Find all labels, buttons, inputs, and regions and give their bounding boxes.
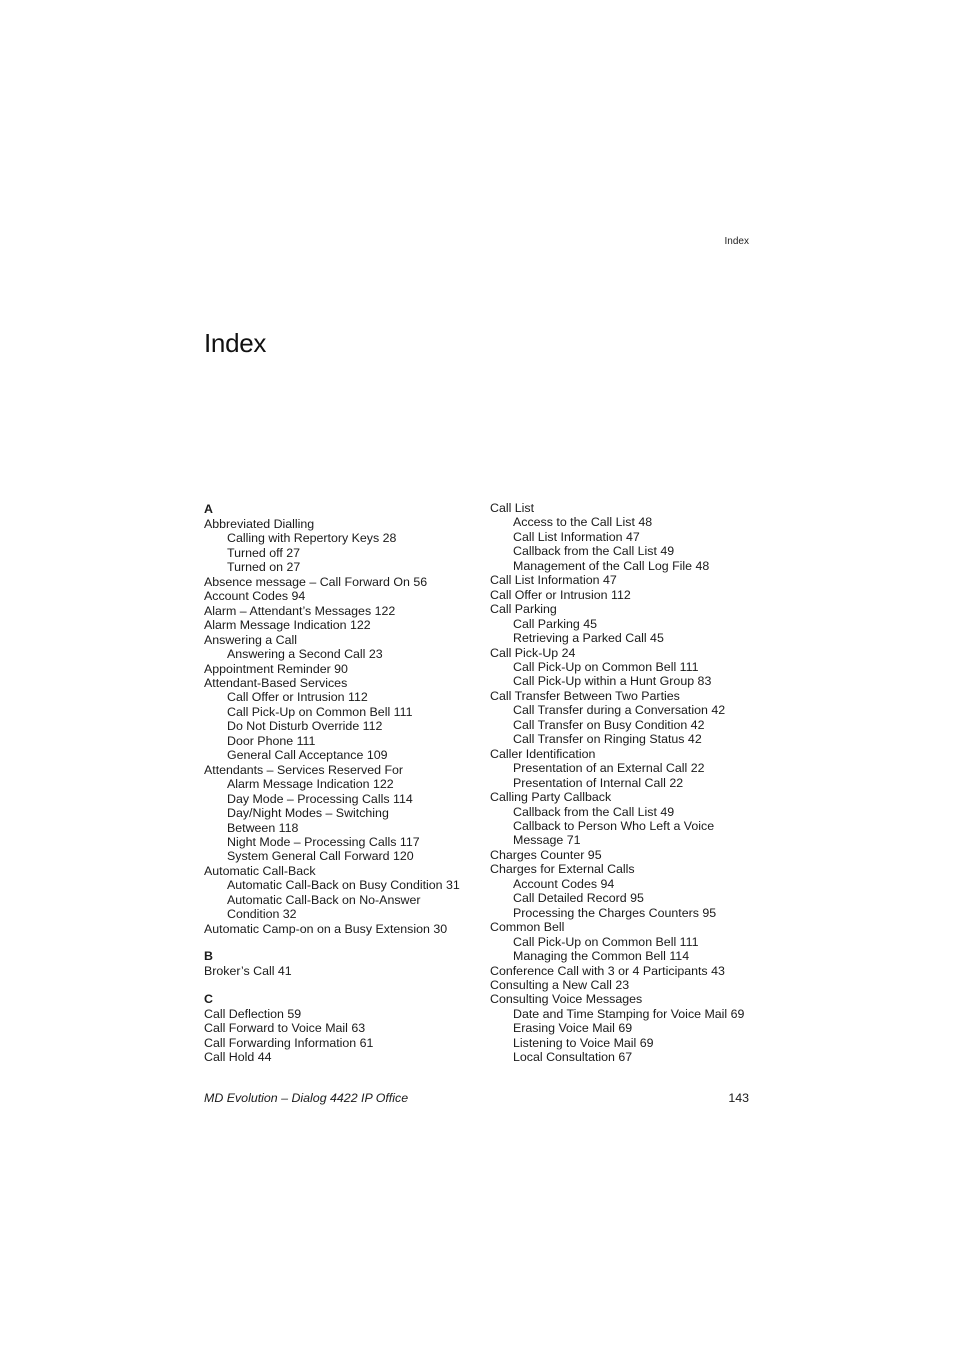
index-entry: Call List Information 47 (490, 573, 617, 588)
index-subentry: Message 71 (513, 833, 581, 848)
index-entry: Consulting a New Call 23 (490, 977, 630, 992)
index-subentry: Listening to Voice Mail 69 (513, 1035, 654, 1050)
index-entry: Caller Identification (490, 746, 596, 761)
footer-page-number: 143 (728, 1091, 749, 1105)
index-subentry: Callback from the Call List 49 (513, 804, 675, 819)
index-subentry: Night Mode – Processing Calls 117 (227, 834, 420, 849)
index-entry: Broker’s Call 41 (204, 964, 292, 979)
index-entry: Call Offer or Intrusion 112 (490, 587, 631, 602)
index-subentry: Call Detailed Record 95 (513, 891, 644, 906)
index-subentry: Local Consultation 67 (513, 1050, 633, 1065)
index-subentry: Callback to Person Who Left a Voice (513, 818, 715, 833)
index-subentry: Automatic Call-Back on Busy Condition 31 (227, 878, 460, 893)
index-entry: Absence message – Call Forward On 56 (204, 574, 428, 589)
index-subentry: Call Transfer during a Conversation 42 (513, 703, 726, 718)
index-entry: Call Parking (490, 602, 557, 617)
index-subentry: Call Transfer on Ringing Status 42 (513, 732, 702, 747)
index-entry: Charges Counter 95 (490, 847, 602, 862)
index-entry: Call Deflection 59 (204, 1006, 302, 1021)
index-column-left (204, 501, 479, 1064)
index-subentry: Access to the Call List 48 (513, 515, 653, 530)
index-subentry: Between 118 (227, 820, 299, 835)
index-subentry: Do Not Disturb Override 112 (227, 719, 383, 734)
index-subentry: Door Phone 111 (227, 733, 316, 748)
index-subentry: Call Pick-Up on Common Bell 111 (227, 704, 413, 719)
index-subentry: Presentation of Internal Call 22 (513, 775, 684, 790)
page-title: Index (204, 328, 267, 358)
index-subentry: Answering a Second Call 23 (227, 647, 383, 662)
index-subentry: Account Codes 94 (513, 876, 615, 891)
index-subentry: Presentation of an External Call 22 (513, 761, 705, 776)
index-subentry: System General Call Forward 120 (227, 849, 414, 864)
index-entry: Alarm – Attendant’s Messages 122 (204, 603, 396, 618)
index-entry: Account Codes 94 (204, 589, 306, 604)
index-subentry: Erasing Voice Mail 69 (513, 1021, 633, 1036)
index-subentry: Condition 32 (227, 907, 297, 922)
index-entry: Calling Party Callback (490, 790, 612, 805)
index-subentry: Turned on 27 (227, 560, 301, 575)
index-entry: Answering a Call (204, 632, 297, 647)
index-entry: Call Hold 44 (204, 1049, 272, 1064)
index-subentry: Call Parking 45 (513, 616, 598, 631)
index-entry: Call Transfer Between Two Parties (490, 688, 680, 703)
index-subentry: Callback from the Call List 49 (513, 544, 675, 559)
index-entry: Abbreviated Dialling (204, 517, 315, 531)
index-subentry: Day Mode – Processing Calls 114 (227, 791, 413, 806)
index-subentry: Managing the Common Bell 114 (513, 949, 690, 964)
index-entry: Call Forwarding Information 61 (204, 1035, 374, 1050)
index-subentry: Call Pick-Up on Common Bell 111 (513, 659, 699, 674)
index-subentry: Processing the Charges Counters 95 (513, 905, 717, 920)
index-subentry: Day/Night Modes – Switching (227, 806, 389, 821)
index-subentry: Turned off 27 (227, 545, 301, 560)
index-subentry: Automatic Call-Back on No-Answer (227, 892, 421, 907)
index-entry: Alarm Message Indication 122 (204, 618, 371, 633)
index-subentry: Call List Information 47 (513, 529, 640, 544)
running-header: Index (724, 236, 749, 247)
index-column-right (490, 501, 760, 1065)
index-subentry: Calling with Repertory Keys 28 (227, 531, 397, 546)
index-subentry: Call Transfer on Busy Condition 42 (513, 717, 705, 732)
index-entry: Automatic Call-Back (204, 863, 316, 878)
index-letter-heading: B (204, 949, 213, 964)
index-letter-heading: A (204, 502, 213, 516)
index-subentry: Retrieving a Parked Call 45 (513, 631, 664, 646)
index-letter-heading: C (204, 991, 213, 1006)
index-entry: Conference Call with 3 or 4 Participants 43 (490, 963, 725, 978)
index-entry: Automatic Camp-on on a Busy Extension 30 (204, 921, 448, 936)
footer-document-title: MD Evolution – Dialog 4422 IP Office (204, 1091, 409, 1105)
index-entry: Call Pick-Up 24 (490, 645, 576, 660)
index-entry: Attendants – Services Reserved For (204, 762, 404, 777)
index-entry: Appointment Reminder 90 (204, 661, 348, 676)
index-subentry: Date and Time Stamping for Voice Mail 69 (513, 1006, 745, 1021)
index-entry: Call List (490, 501, 535, 515)
index-entry: Attendant-Based Services (204, 675, 348, 690)
index-subentry: Management of the Call Log File 48 (513, 558, 710, 573)
index-subentry: Call Pick-Up within a Hunt Group 83 (513, 674, 712, 689)
index-subentry: Alarm Message Indication 122 (227, 777, 394, 792)
index-entry: Consulting Voice Messages (490, 992, 643, 1007)
index-entry: Call Forward to Voice Mail 63 (204, 1021, 366, 1036)
index-subentry: Call Offer or Intrusion 112 (227, 690, 368, 705)
index-entry: Charges for External Calls (490, 862, 635, 877)
index-subentry: Call Pick-Up on Common Bell 111 (513, 934, 699, 949)
index-subentry: General Call Acceptance 109 (227, 748, 388, 763)
index-entry: Common Bell (490, 920, 565, 935)
